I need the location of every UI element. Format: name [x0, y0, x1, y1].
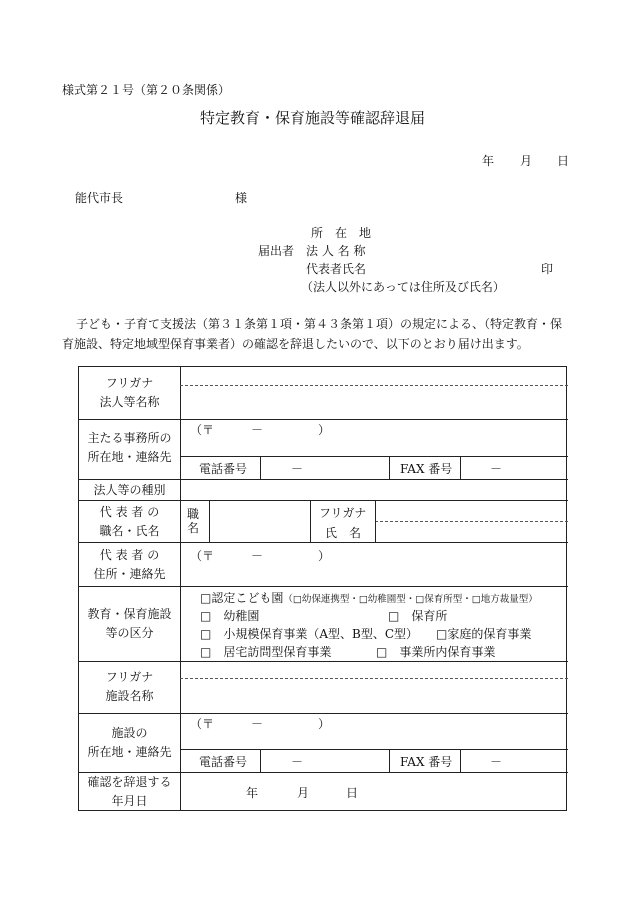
corp-type-label-cell — [79, 481, 180, 500]
applicant-role-label: 届出者 — [258, 244, 295, 258]
job-title-label — [187, 507, 199, 535]
checkbox-kindergarten[interactable]: □ 幼稚園 — [200, 609, 260, 623]
rep-postal-close: ） — [318, 549, 331, 563]
date-day: 日 — [557, 154, 570, 168]
checkbox-nursery[interactable]: □ 保育所 — [388, 609, 448, 623]
checkbox-home-visit[interactable]: □ 居宅訪問型保育事業 — [200, 645, 332, 659]
cell-divider — [389, 456, 390, 479]
date-month: 月 — [520, 154, 533, 168]
facility-furigana-field[interactable] — [184, 662, 568, 677]
kodomoen-label: □認定こども園 — [200, 591, 284, 605]
date-year: 年 — [482, 154, 495, 168]
postal-open: （〒 — [190, 423, 215, 437]
rep-addr-line1: 代 表 者 の — [99, 548, 160, 562]
job-title-field[interactable] — [213, 501, 309, 541]
rep-name-label: 氏 名 — [325, 526, 362, 540]
fac-phone-dash: － — [291, 755, 304, 769]
fac-postal-close: ） — [318, 717, 331, 731]
job-char-1: 職 — [187, 507, 200, 521]
corp-name-field[interactable] — [184, 386, 568, 418]
cell-divider — [260, 749, 261, 772]
withdraw-day: 日 — [346, 786, 359, 800]
rep-furigana-label: フリガナ — [319, 506, 367, 520]
body-paragraph — [62, 314, 582, 354]
address-label: 所 在 地 — [311, 226, 372, 240]
job-char-2: 名 — [187, 521, 200, 535]
fax-label: FAX 番号 — [400, 462, 453, 476]
facility-name-field[interactable] — [184, 679, 568, 712]
cell-divider — [375, 500, 376, 542]
postal-dash: － — [251, 423, 264, 437]
addressee: 能代市長 — [75, 191, 124, 205]
rep-furigana-field[interactable] — [379, 501, 567, 520]
withdraw-date-label-cell — [79, 773, 180, 811]
cell-divider — [209, 500, 210, 542]
checkbox-workplace[interactable]: □ 事業所内保育事業 — [376, 645, 496, 659]
withdraw-year: 年 — [246, 786, 259, 800]
kodomoen-subtypes: （□幼保連携型・□幼稚園型・□保育所型・□地方裁量型） — [283, 594, 538, 605]
phone-label: 電話番号 — [199, 462, 248, 476]
checkbox-kodomoen[interactable] — [200, 589, 538, 606]
fac-addr-line2: 所在地・連絡先 — [87, 745, 172, 759]
cell-divider — [389, 749, 390, 772]
category-label-line1: 教育・保育施設 — [87, 607, 172, 621]
office-address-label-cell — [79, 429, 180, 467]
form-number: 様式第２１号（第２０条関係） — [62, 83, 231, 97]
furigana-label: フリガナ — [105, 376, 154, 390]
cell-divider — [460, 456, 461, 479]
representative-label-cell — [79, 503, 180, 541]
rep-postal-dash: － — [251, 549, 264, 563]
corp-name-label-cell — [79, 374, 180, 412]
representative-label: 代表者氏名 — [306, 262, 367, 276]
fac-addr-line1: 施設の — [111, 726, 148, 740]
fac-postal-open: （〒 — [190, 717, 215, 731]
withdrawal-form-table — [78, 366, 567, 811]
withdraw-label-line2: 年月日 — [111, 794, 148, 808]
seal-mark: 印 — [541, 262, 554, 276]
body-line-1: 子ども・子育て支援法（第３１条第１項・第４３条第１項）の規定による、（特定教育・保 — [76, 317, 563, 331]
rep-name-field[interactable] — [379, 522, 567, 541]
row-line — [79, 419, 568, 420]
body-line-2: 育施設、特定地域型保育事業者）の確認を辞退したいので、以下のとおり届け出ます。 — [62, 337, 529, 351]
checkbox-small-scale[interactable]: □ 小規模保育事業（A型、B型、C型） — [200, 627, 419, 641]
fac-phone-label: 電話番号 — [199, 755, 248, 769]
category-label-cell — [79, 605, 180, 643]
facility-name-label-cell — [79, 668, 180, 706]
corp-name-label: 法人等名称 — [99, 395, 160, 409]
withdraw-label-line1: 確認を辞退する — [87, 775, 172, 789]
rep-address-label-cell — [79, 546, 180, 584]
postal-close: ） — [318, 423, 331, 437]
rep-addr-line2: 住所・連絡先 — [93, 567, 166, 581]
phone-row-line — [180, 456, 568, 457]
rep-label-line2: 職名・氏名 — [99, 524, 160, 538]
cell-divider — [310, 500, 311, 542]
column-divider — [180, 367, 181, 811]
fac-fax-label: FAX 番号 — [400, 755, 453, 769]
corp-type-field[interactable] — [184, 480, 568, 499]
document-title: 特定教育・保育施設等確認辞退届 — [200, 109, 426, 127]
rep-postal-open: （〒 — [190, 549, 215, 563]
cell-divider — [460, 749, 461, 772]
row-line — [79, 542, 568, 543]
phone-dash: － — [291, 462, 304, 476]
rep-label-line1: 代 表 者 の — [99, 505, 160, 519]
corp-name-label: 法 人 名 称 — [306, 244, 366, 258]
facility-address-label-cell — [79, 724, 180, 762]
fax-dash: － — [490, 462, 503, 476]
phone-row-line — [180, 749, 568, 750]
cell-divider — [260, 456, 261, 479]
checkbox-family[interactable]: □家庭的保育事業 — [436, 627, 532, 641]
corp-type-label: 法人等の種別 — [93, 483, 166, 497]
fac-fax-dash: － — [490, 755, 503, 769]
row-line — [79, 586, 568, 587]
fac-postal-dash: － — [251, 717, 264, 731]
facility-name-label: 施設名称 — [105, 689, 154, 703]
office-label-line1: 主たる事務所の — [87, 431, 172, 445]
withdraw-month: 月 — [297, 786, 310, 800]
office-label-line2: 所在地・連絡先 — [87, 450, 172, 464]
category-label-line2: 等の区分 — [105, 626, 154, 640]
corp-furigana-field[interactable] — [184, 367, 568, 385]
facility-furigana-label: フリガナ — [105, 670, 154, 684]
row-line — [79, 713, 568, 714]
applicant-note: （法人以外にあっては住所及び氏名） — [301, 280, 505, 294]
honorific: 様 — [235, 191, 248, 205]
